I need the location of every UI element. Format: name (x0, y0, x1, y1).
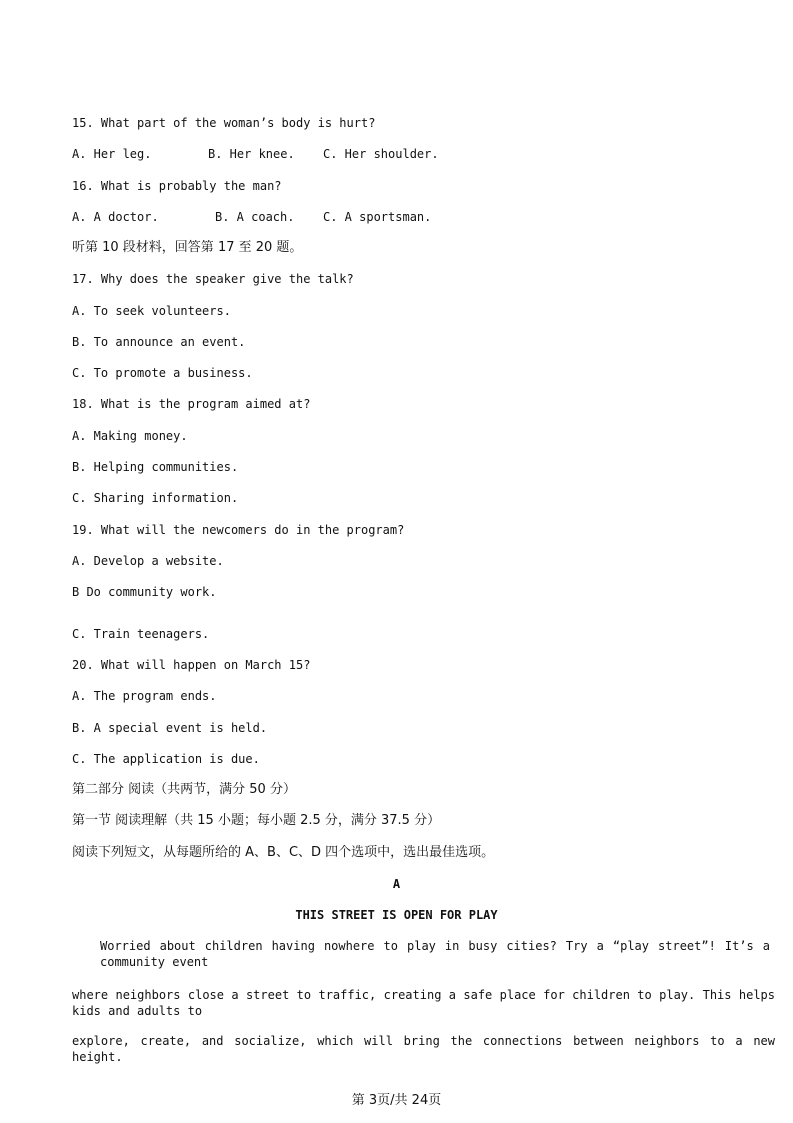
option-17-b: B. To announce an event. (72, 335, 246, 349)
passage-title: THIS STREET IS OPEN FOR PLAY (295, 908, 498, 922)
option-20-a: A. The program ends. (72, 689, 217, 703)
section-10-instruction: 听第 10 段材料，回答第 17 至 20 题。 (72, 240, 303, 255)
option-19-b: B Do community work. (72, 585, 217, 599)
options-16 (72, 209, 431, 225)
question-19: 19. What will the newcomers do in the program? (72, 523, 405, 537)
option-15-a: A. Her leg. (72, 147, 152, 161)
option-17-a: A. To seek volunteers. (72, 304, 231, 318)
passage-paragraph-3: explore, create, and socialize, which will bring the connections between neighbors to a new height. (72, 1034, 775, 1064)
option-19-a: A. Develop a website. (72, 554, 224, 568)
option-16-b: B. A coach. (215, 210, 295, 224)
passage-paragraph-2: where neighbors close a street to traffic, creating a safe place for children to play. This helps kids and adults to (72, 988, 775, 1018)
question-15: 15. What part of the woman’s body is hurt? (72, 116, 376, 130)
passage-letter: A (392, 877, 401, 891)
option-16-c: C. A sportsman. (323, 210, 432, 224)
passage-paragraph-1: Worried about children having nowhere to play in busy cities? Try a “play street”! It’s a community event (100, 939, 770, 969)
reading-instruction: 阅读下列短文，从每题所给的 A、B、C、D 四个选项中，选出最佳选项。 (72, 845, 495, 860)
option-19-c: C. Train teenagers. (72, 627, 210, 641)
part2-heading: 第二部分 阅读（共两节，满分 50 分） (72, 782, 296, 797)
option-17-c: C. To promote a business. (72, 366, 253, 380)
option-20-c: C. The application is due. (72, 752, 260, 766)
question-17: 17. Why does the speaker give the talk? (72, 272, 354, 286)
option-16-a: A. A doctor. (72, 210, 159, 224)
question-18: 18. What is the program aimed at? (72, 397, 311, 411)
question-16: 16. What is probably the man? (72, 179, 282, 193)
option-18-a: A. Making money. (72, 429, 188, 443)
question-20: 20. What will happen on March 15? (72, 658, 311, 672)
option-18-c: C. Sharing information. (72, 491, 239, 505)
option-15-c: C. Her shoulder. (323, 147, 439, 161)
page-footer: 第 3页/共 24页 (351, 1093, 442, 1108)
option-18-b: B. Helping communities. (72, 460, 239, 474)
option-15-b: B. Her knee. (208, 147, 295, 161)
option-20-b: B. A special event is held. (72, 721, 268, 735)
options-15 (72, 146, 439, 162)
section1-heading: 第一节 阅读理解（共 15 小题；每小题 2.5 分，满分 37.5 分） (72, 813, 441, 828)
